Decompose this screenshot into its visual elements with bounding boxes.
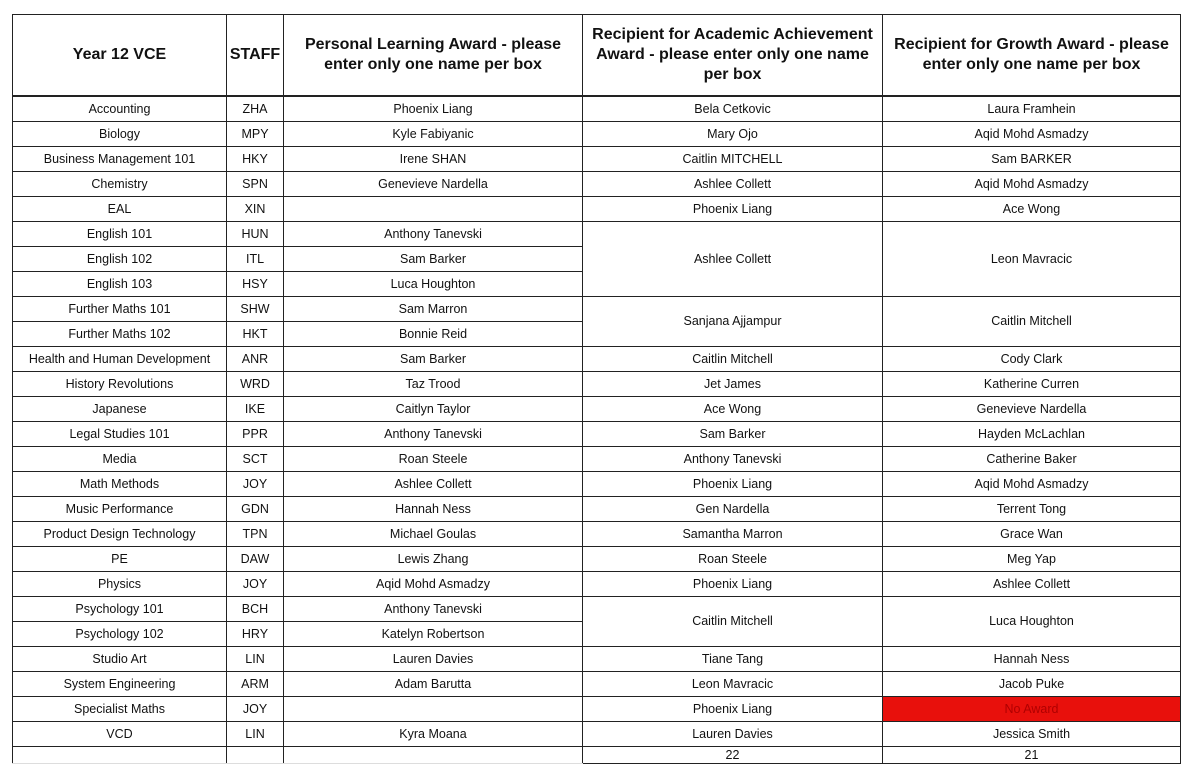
staff-cell: SCT xyxy=(227,446,284,471)
academic-achievement-cell: Phoenix Liang xyxy=(583,471,883,496)
staff-cell: GDN xyxy=(227,496,284,521)
staff-cell: DAW xyxy=(227,546,284,571)
staff-cell: IKE xyxy=(227,396,284,421)
staff-cell: JOY xyxy=(227,696,284,721)
table-row xyxy=(13,296,1181,321)
growth-award-cell: Grace Wan xyxy=(883,521,1181,546)
growth-award-cell: Aqid Mohd Asmadzy xyxy=(883,471,1181,496)
growth-award-cell: Genevieve Nardella xyxy=(883,396,1181,421)
table-row xyxy=(13,646,1181,671)
personal-learning-cell: Lauren Davies xyxy=(284,646,583,671)
staff-cell: LIN xyxy=(227,646,284,671)
personal-learning-cell: Kyle Fabiyanic xyxy=(284,121,583,146)
table-row xyxy=(13,346,1181,371)
subject-cell: Product Design Technology xyxy=(13,521,227,546)
subject-cell: PE xyxy=(13,546,227,571)
personal-learning-cell: Genevieve Nardella xyxy=(284,171,583,196)
subject-cell: Specialist Maths xyxy=(13,696,227,721)
staff-cell: ANR xyxy=(227,346,284,371)
header-staff: STAFF xyxy=(227,15,284,96)
growth-award-cell: No Award xyxy=(883,696,1181,721)
subject-cell: Legal Studies 101 xyxy=(13,421,227,446)
growth-award-cell: Hayden McLachlan xyxy=(883,421,1181,446)
academic-achievement-cell: Phoenix Liang xyxy=(583,196,883,221)
staff-cell: SHW xyxy=(227,296,284,321)
personal-learning-cell: Sam Barker xyxy=(284,246,583,271)
table-row xyxy=(13,721,1181,746)
academic-achievement-cell: Gen Nardella xyxy=(583,496,883,521)
personal-learning-cell xyxy=(284,696,583,721)
personal-learning-cell: Anthony Tanevski xyxy=(284,221,583,246)
growth-award-cell: Caitlin Mitchell xyxy=(883,296,1181,346)
academic-achievement-cell: Mary Ojo xyxy=(583,121,883,146)
header-personal-learning-award: Personal Learning Award - please enter only one name per box xyxy=(284,15,583,96)
academic-achievement-cell: Phoenix Liang xyxy=(583,696,883,721)
subject-cell: Chemistry xyxy=(13,171,227,196)
table-row xyxy=(13,671,1181,696)
header-academic-achievement-award: Recipient for Academic Achievement Award - please enter only one name per box xyxy=(583,15,883,96)
personal-learning-cell: Anthony Tanevski xyxy=(284,596,583,621)
subject-cell: Physics xyxy=(13,571,227,596)
staff-cell: ARM xyxy=(227,671,284,696)
staff-cell: JOY xyxy=(227,471,284,496)
subject-cell: English 101 xyxy=(13,221,227,246)
subject-cell: Math Methods xyxy=(13,471,227,496)
academic-achievement-cell: Anthony Tanevski xyxy=(583,446,883,471)
table-row xyxy=(13,596,1181,621)
academic-achievement-cell: Roan Steele xyxy=(583,546,883,571)
personal-learning-cell: Bonnie Reid xyxy=(284,321,583,346)
table-row xyxy=(13,196,1181,221)
subject-cell: Media xyxy=(13,446,227,471)
growth-award-cell: Aqid Mohd Asmadzy xyxy=(883,121,1181,146)
table-row xyxy=(13,496,1181,521)
staff-cell: XIN xyxy=(227,196,284,221)
academic-achievement-cell: Samantha Marron xyxy=(583,521,883,546)
staff-cell: WRD xyxy=(227,371,284,396)
staff-cell: LIN xyxy=(227,721,284,746)
growth-award-cell: Meg Yap xyxy=(883,546,1181,571)
academic-achievement-cell: Jet James xyxy=(583,371,883,396)
table-row xyxy=(13,221,1181,246)
growth-award-cell: Sam BARKER xyxy=(883,146,1181,171)
personal-learning-cell: Caitlyn Taylor xyxy=(284,396,583,421)
academic-achievement-cell: Ace Wong xyxy=(583,396,883,421)
academic-achievement-cell: Caitlin Mitchell xyxy=(583,596,883,646)
growth-award-cell: Catherine Baker xyxy=(883,446,1181,471)
subject-cell: English 103 xyxy=(13,271,227,296)
header-row xyxy=(13,15,1181,96)
subject-cell: Music Performance xyxy=(13,496,227,521)
table-row xyxy=(13,521,1181,546)
totals-row xyxy=(13,746,1181,763)
personal-learning-cell: Kyra Moana xyxy=(284,721,583,746)
table-row xyxy=(13,421,1181,446)
personal-learning-cell: Sam Marron xyxy=(284,296,583,321)
personal-learning-cell: Katelyn Robertson xyxy=(284,621,583,646)
growth-award-cell: Hannah Ness xyxy=(883,646,1181,671)
academic-achievement-cell: Phoenix Liang xyxy=(583,571,883,596)
staff-cell: PPR xyxy=(227,421,284,446)
table-row xyxy=(13,171,1181,196)
staff-cell: HSY xyxy=(227,271,284,296)
subject-cell: English 102 xyxy=(13,246,227,271)
growth-total-cell: 21 xyxy=(883,746,1181,763)
academic-total-cell: 22 xyxy=(583,746,883,763)
academic-achievement-cell: Bela Cetkovic xyxy=(583,96,883,122)
academic-achievement-cell: Ashlee Collett xyxy=(583,171,883,196)
staff-cell: JOY xyxy=(227,571,284,596)
academic-achievement-cell: Tiane Tang xyxy=(583,646,883,671)
table-row xyxy=(13,96,1181,122)
table-row xyxy=(13,446,1181,471)
table-row xyxy=(13,121,1181,146)
growth-award-cell: Ashlee Collett xyxy=(883,571,1181,596)
subject-cell: Psychology 102 xyxy=(13,621,227,646)
growth-award-cell: Jessica Smith xyxy=(883,721,1181,746)
staff-cell: ZHA xyxy=(227,96,284,122)
staff-cell: HKY xyxy=(227,146,284,171)
header-growth-award: Recipient for Growth Award - please enter only one name per box xyxy=(883,15,1181,96)
academic-achievement-cell: Sam Barker xyxy=(583,421,883,446)
subject-cell: Business Management 101 xyxy=(13,146,227,171)
personal-learning-cell: Irene SHAN xyxy=(284,146,583,171)
growth-award-cell: Aqid Mohd Asmadzy xyxy=(883,171,1181,196)
growth-award-cell: Katherine Curren xyxy=(883,371,1181,396)
personal-learning-cell: Lewis Zhang xyxy=(284,546,583,571)
staff-cell: MPY xyxy=(227,121,284,146)
staff-cell: SPN xyxy=(227,171,284,196)
table-row xyxy=(13,371,1181,396)
table-row xyxy=(13,471,1181,496)
staff-cell: HKT xyxy=(227,321,284,346)
blank-subject-cell xyxy=(13,746,227,763)
subject-cell: Further Maths 102 xyxy=(13,321,227,346)
academic-achievement-cell: Lauren Davies xyxy=(583,721,883,746)
blank-personal-cell xyxy=(284,746,583,763)
staff-cell: TPN xyxy=(227,521,284,546)
academic-achievement-cell: Caitlin Mitchell xyxy=(583,346,883,371)
subject-cell: EAL xyxy=(13,196,227,221)
personal-learning-cell: Taz Trood xyxy=(284,371,583,396)
academic-achievement-cell: Sanjana Ajjampur xyxy=(583,296,883,346)
staff-cell: ITL xyxy=(227,246,284,271)
staff-cell: HRY xyxy=(227,621,284,646)
subject-cell: Biology xyxy=(13,121,227,146)
table-row xyxy=(13,146,1181,171)
table-row xyxy=(13,571,1181,596)
growth-award-cell: Ace Wong xyxy=(883,196,1181,221)
subject-cell: Health and Human Development xyxy=(13,346,227,371)
personal-learning-cell: Phoenix Liang xyxy=(284,96,583,122)
personal-learning-cell: Adam Barutta xyxy=(284,671,583,696)
staff-cell: HUN xyxy=(227,221,284,246)
academic-achievement-cell: Ashlee Collett xyxy=(583,221,883,296)
personal-learning-cell: Anthony Tanevski xyxy=(284,421,583,446)
table-row xyxy=(13,546,1181,571)
subject-cell: Japanese xyxy=(13,396,227,421)
subject-cell: VCD xyxy=(13,721,227,746)
growth-award-cell: Terrent Tong xyxy=(883,496,1181,521)
table-row xyxy=(13,396,1181,421)
header-subject: Year 12 VCE xyxy=(13,15,227,96)
personal-learning-cell: Luca Houghton xyxy=(284,271,583,296)
awards-table xyxy=(12,14,1181,764)
academic-achievement-cell: Leon Mavracic xyxy=(583,671,883,696)
growth-award-cell: Cody Clark xyxy=(883,346,1181,371)
subject-cell: History Revolutions xyxy=(13,371,227,396)
subject-cell: Further Maths 101 xyxy=(13,296,227,321)
personal-learning-cell: Ashlee Collett xyxy=(284,471,583,496)
personal-learning-cell: Roan Steele xyxy=(284,446,583,471)
staff-cell: BCH xyxy=(227,596,284,621)
subject-cell: Studio Art xyxy=(13,646,227,671)
growth-award-cell: Laura Framhein xyxy=(883,96,1181,122)
table-row xyxy=(13,696,1181,721)
personal-learning-cell xyxy=(284,196,583,221)
growth-award-cell: Leon Mavracic xyxy=(883,221,1181,296)
growth-award-cell: Jacob Puke xyxy=(883,671,1181,696)
blank-staff-cell xyxy=(227,746,284,763)
subject-cell: Psychology 101 xyxy=(13,596,227,621)
subject-cell: System Engineering xyxy=(13,671,227,696)
subject-cell: Accounting xyxy=(13,96,227,122)
growth-award-cell: Luca Houghton xyxy=(883,596,1181,646)
academic-achievement-cell: Caitlin MITCHELL xyxy=(583,146,883,171)
personal-learning-cell: Hannah Ness xyxy=(284,496,583,521)
personal-learning-cell: Michael Goulas xyxy=(284,521,583,546)
personal-learning-cell: Sam Barker xyxy=(284,346,583,371)
personal-learning-cell: Aqid Mohd Asmadzy xyxy=(284,571,583,596)
